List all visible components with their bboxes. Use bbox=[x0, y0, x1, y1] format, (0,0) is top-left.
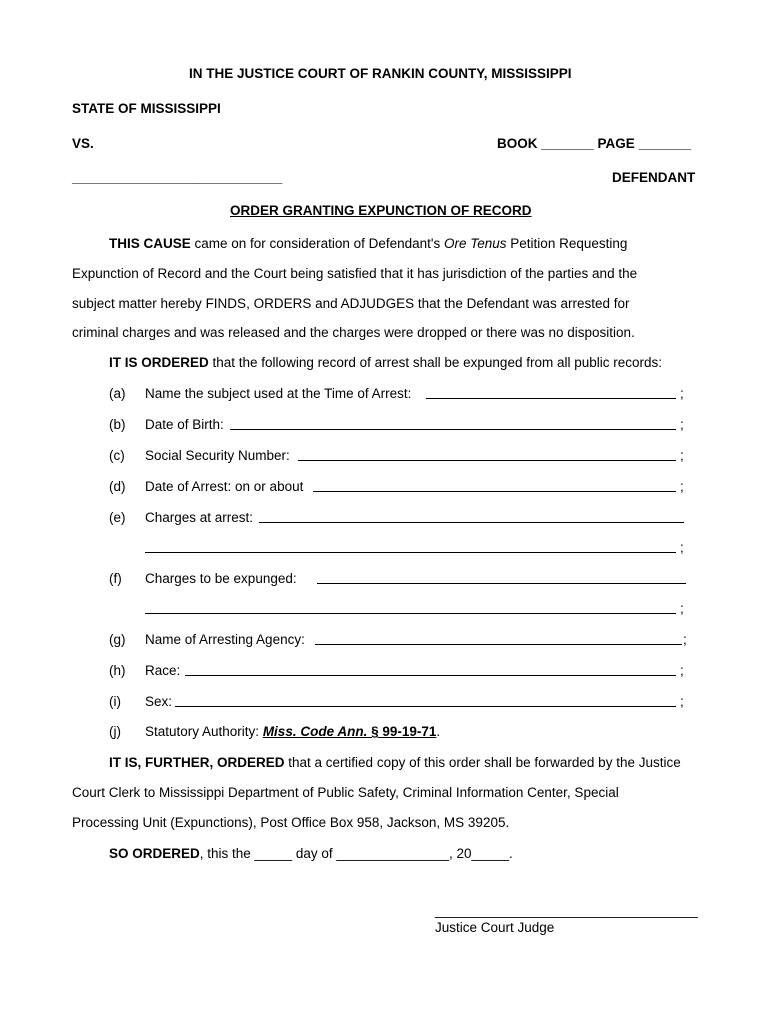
arrest-date-field[interactable] bbox=[313, 491, 676, 492]
para2-line1 bbox=[109, 355, 662, 370]
item-semicolon: ; bbox=[680, 417, 684, 432]
charges-expunged-field[interactable] bbox=[317, 583, 686, 584]
defendant-label: DEFENDANT bbox=[612, 170, 696, 185]
item-semicolon: ; bbox=[680, 601, 684, 616]
item-letter: (c) bbox=[109, 448, 125, 463]
item-label: Date of Birth: bbox=[145, 417, 224, 432]
item-g bbox=[109, 632, 699, 650]
item-letter: (d) bbox=[109, 479, 126, 494]
code-citation: Miss. Code Ann. bbox=[262, 724, 368, 739]
state-label: STATE OF MISSISSIPPI bbox=[72, 101, 221, 116]
item-label: Name of Arresting Agency: bbox=[145, 632, 305, 647]
para3-text: that a certified copy of this order shall be forwarded by the Justice bbox=[284, 755, 681, 770]
item-semicolon: ; bbox=[680, 386, 684, 401]
so-ordered-line bbox=[109, 846, 513, 861]
item-letter: (e) bbox=[109, 510, 126, 525]
ssn-field[interactable] bbox=[298, 460, 676, 461]
para3-line1 bbox=[109, 755, 681, 770]
item-f-continued bbox=[109, 601, 699, 619]
item-semicolon: ; bbox=[680, 448, 684, 463]
para1-line1 bbox=[109, 236, 627, 251]
item-label: Charges at arrest: bbox=[145, 510, 254, 525]
item-h bbox=[109, 663, 699, 681]
this-cause-lead: THIS CAUSE bbox=[109, 236, 191, 251]
vs-label: VS. bbox=[72, 136, 94, 151]
para1-text2: Petition Requesting bbox=[506, 236, 628, 251]
code-section: § 99-19-71 bbox=[367, 724, 437, 739]
item-semicolon: ; bbox=[683, 632, 687, 647]
judge-signature-line[interactable]: ___________________________________ bbox=[435, 903, 698, 918]
item-e bbox=[109, 510, 699, 528]
item-label: Race: bbox=[145, 663, 181, 678]
item-b bbox=[109, 417, 699, 435]
ore-tenus-italic: Ore Tenus bbox=[444, 236, 507, 251]
item-semicolon: ; bbox=[680, 479, 684, 494]
item-i bbox=[109, 694, 699, 712]
item-label: Charges to be expunged: bbox=[145, 571, 297, 586]
item-label: Name the subject used at the Time of Arrest: bbox=[145, 386, 412, 401]
item-label: Social Security Number: bbox=[145, 448, 290, 463]
item-letter: (h) bbox=[109, 663, 126, 678]
charges-expunged-field-line2[interactable] bbox=[145, 613, 676, 614]
para3-line2: Court Clerk to Mississippi Department of Public Safety, Criminal Information Center, Special bbox=[72, 785, 619, 800]
para2-text: that the following record of arrest shall be expunged from all public records: bbox=[208, 355, 663, 370]
item-letter: (j) bbox=[109, 724, 121, 739]
item-c bbox=[109, 448, 699, 466]
para1-text1: came on for consideration of Defendant's bbox=[190, 236, 444, 251]
item-d bbox=[109, 479, 699, 497]
item-semicolon: ; bbox=[680, 540, 684, 555]
item-label: Sex: bbox=[145, 694, 173, 709]
para1-line3: subject matter hereby FINDS, ORDERS and ADJUDGES that the Defendant was arrested for bbox=[72, 296, 630, 311]
item-e-continued bbox=[109, 540, 699, 558]
item-letter: (f) bbox=[109, 571, 122, 586]
defendant-name-blank[interactable]: ____________________________ bbox=[72, 170, 283, 185]
order-title: ORDER GRANTING EXPUNCTION OF RECORD bbox=[230, 203, 532, 218]
item-semicolon: ; bbox=[680, 663, 684, 678]
judge-signature-label: Justice Court Judge bbox=[435, 920, 555, 935]
item-letter: (i) bbox=[109, 694, 121, 709]
item-letter: (a) bbox=[109, 386, 126, 401]
para1-line2: Expunction of Record and the Court being satisfied that it has jurisdiction of the parties and the bbox=[72, 266, 638, 281]
charges-at-arrest-field-line2[interactable] bbox=[145, 552, 676, 553]
court-heading: IN THE JUSTICE COURT OF RANKIN COUNTY, MISSISSIPPI bbox=[189, 66, 572, 81]
arrest-name-field[interactable] bbox=[426, 398, 676, 399]
item-a bbox=[109, 386, 699, 404]
book-page-field[interactable]: BOOK _______ PAGE _______ bbox=[497, 136, 692, 151]
arresting-agency-field[interactable] bbox=[315, 644, 682, 645]
date-of-birth-field[interactable] bbox=[230, 429, 676, 430]
item-label: Statutory Authority: bbox=[145, 724, 263, 739]
so-ordered-lead: SO ORDERED bbox=[109, 846, 200, 861]
item-letter: (g) bbox=[109, 632, 126, 647]
so-ordered-text[interactable]: , this the _____ day of _______________, 20_____. bbox=[199, 846, 513, 861]
para1-line4: criminal charges and was released and the charges were dropped or there was no disposition. bbox=[72, 325, 635, 340]
it-is-ordered-lead: IT IS ORDERED bbox=[109, 355, 209, 370]
item-f bbox=[109, 571, 699, 589]
item-letter: (b) bbox=[109, 417, 126, 432]
further-ordered-lead: IT IS, FURTHER, ORDERED bbox=[109, 755, 285, 770]
item-label: Date of Arrest: on or about bbox=[145, 479, 304, 494]
citation-end: . bbox=[436, 724, 441, 739]
item-j bbox=[109, 724, 699, 742]
charges-at-arrest-field[interactable] bbox=[259, 522, 684, 523]
sex-field[interactable] bbox=[175, 706, 676, 707]
para3-line3: Processing Unit (Expunctions), Post Office Box 958, Jackson, MS 39205. bbox=[72, 815, 510, 830]
item-semicolon: ; bbox=[680, 694, 684, 709]
statutory-authority bbox=[145, 724, 440, 739]
race-field[interactable] bbox=[185, 675, 676, 676]
